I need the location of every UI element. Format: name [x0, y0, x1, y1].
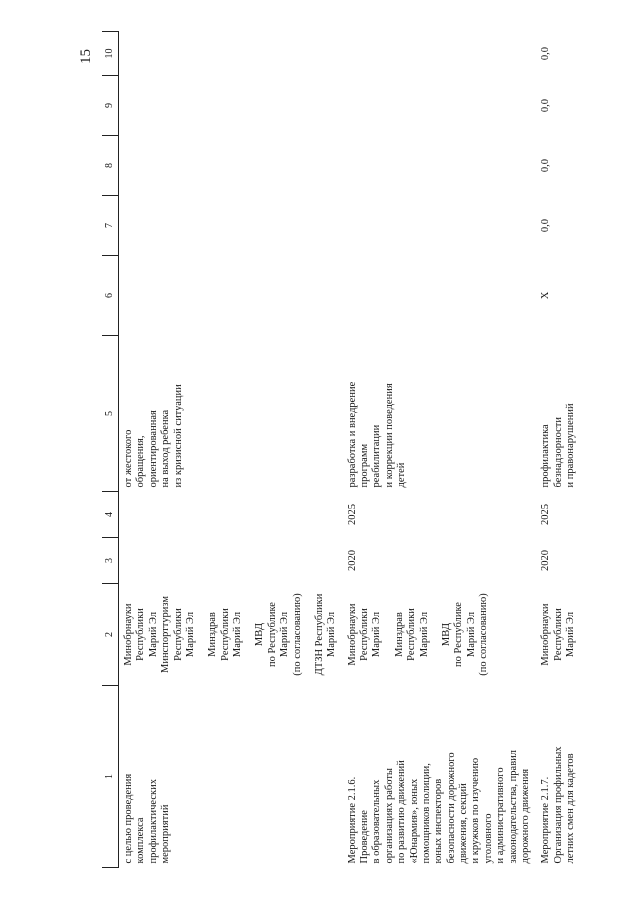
col7-value: [119, 196, 343, 256]
spacer: [244, 588, 254, 682]
end-year: [119, 492, 343, 538]
col6-value: Х: [540, 291, 552, 300]
col9-value: [343, 76, 537, 136]
start-year: 2020: [540, 550, 552, 571]
column-header: 7: [102, 196, 119, 256]
table-row: [536, 32, 581, 868]
col6-value: [119, 256, 343, 336]
column-header: 10: [102, 32, 119, 76]
result-cell: [536, 336, 581, 492]
executor-text: Минобрнауки Республики Марий Эл: [346, 603, 383, 666]
spacer: [384, 588, 394, 682]
column-header: 8: [102, 136, 119, 196]
col8-value: [343, 136, 537, 196]
column-header: 2: [102, 584, 119, 686]
rotated-page: [58, 20, 618, 880]
executor-text: МВД по Республике Марий Эл (по согласованию): [254, 593, 303, 676]
activity-text: Мероприятие 2.1.7. Организация профильных летних смен для кадетов: [540, 746, 576, 864]
executor-cell: [343, 584, 537, 686]
col10-value: 0,0: [540, 46, 552, 61]
col8-value: [119, 136, 343, 196]
activity-text: с целью проведения комплекса профилактических мероприятий: [123, 773, 172, 864]
col10-value: [343, 32, 537, 76]
col7-value: [343, 196, 537, 256]
column-header: 1: [102, 686, 119, 868]
column-header: 4: [102, 492, 119, 538]
spacer: [304, 588, 314, 682]
spacer: [431, 588, 441, 682]
activity-text: Мероприятие 2.1.6. Проведение в образовательных организациях работы по развитию движений «Юнармия», юных помощников полиции, юных инспекторов безопасности дорожного движения, секций и кружков по изучению уголовного и административного законодательства, правил дорожного движения: [346, 749, 531, 864]
table-row: [119, 32, 343, 868]
start-year: 2020: [346, 550, 358, 571]
column-header: 9: [102, 76, 119, 136]
executor-text: ДТЗН Республики Марий Эл: [313, 593, 338, 676]
result-text: профилактика безнадзорности и правонарушений: [540, 403, 576, 488]
result-text: от жестокого обращения, ориентированная на выход ребенка из кризисной ситуации: [123, 384, 184, 488]
col10-value: [119, 32, 343, 76]
col9-value: 0,0: [540, 98, 552, 113]
spacer: [197, 588, 207, 682]
executor-text: Минздрав Республики Марий Эл: [207, 608, 243, 661]
column-header: 3: [102, 538, 119, 584]
executor-text: Минздрав Республики Марий Эл: [393, 608, 430, 661]
activity-cell: [119, 686, 343, 868]
col7-value: 0,0: [540, 218, 552, 233]
activity-cell: [536, 686, 581, 868]
column-header: 5: [102, 336, 119, 492]
executor-cell: [119, 584, 343, 686]
table-row: [343, 32, 537, 868]
activity-cell: [343, 686, 537, 868]
column-number-row: [102, 32, 119, 868]
end-year: 2025: [346, 504, 358, 525]
col8-value: 0,0: [540, 158, 552, 173]
col9-value: [119, 76, 343, 136]
result-cell: [343, 336, 537, 492]
col6-value: [343, 256, 537, 336]
executor-text: Минобрнауки Республики Марий Эл: [123, 603, 159, 666]
page-number: 15: [78, 49, 94, 64]
result-cell: [119, 336, 343, 492]
executor-text: МВД по Республике Марий Эл (по согласованию): [440, 593, 489, 676]
column-header: 6: [102, 256, 119, 336]
start-year: [119, 538, 343, 584]
executor-text: Минобрнауки Республики Марий Эл: [540, 603, 576, 666]
result-text: разработка и внедрение программ реабилитации и коррекции поведения детей: [346, 381, 408, 488]
executor-text: Минспорттуризм Республики Марий Эл: [160, 595, 196, 674]
executor-cell: [536, 584, 581, 686]
activity-table: [102, 31, 581, 868]
end-year: 2025: [540, 504, 552, 525]
